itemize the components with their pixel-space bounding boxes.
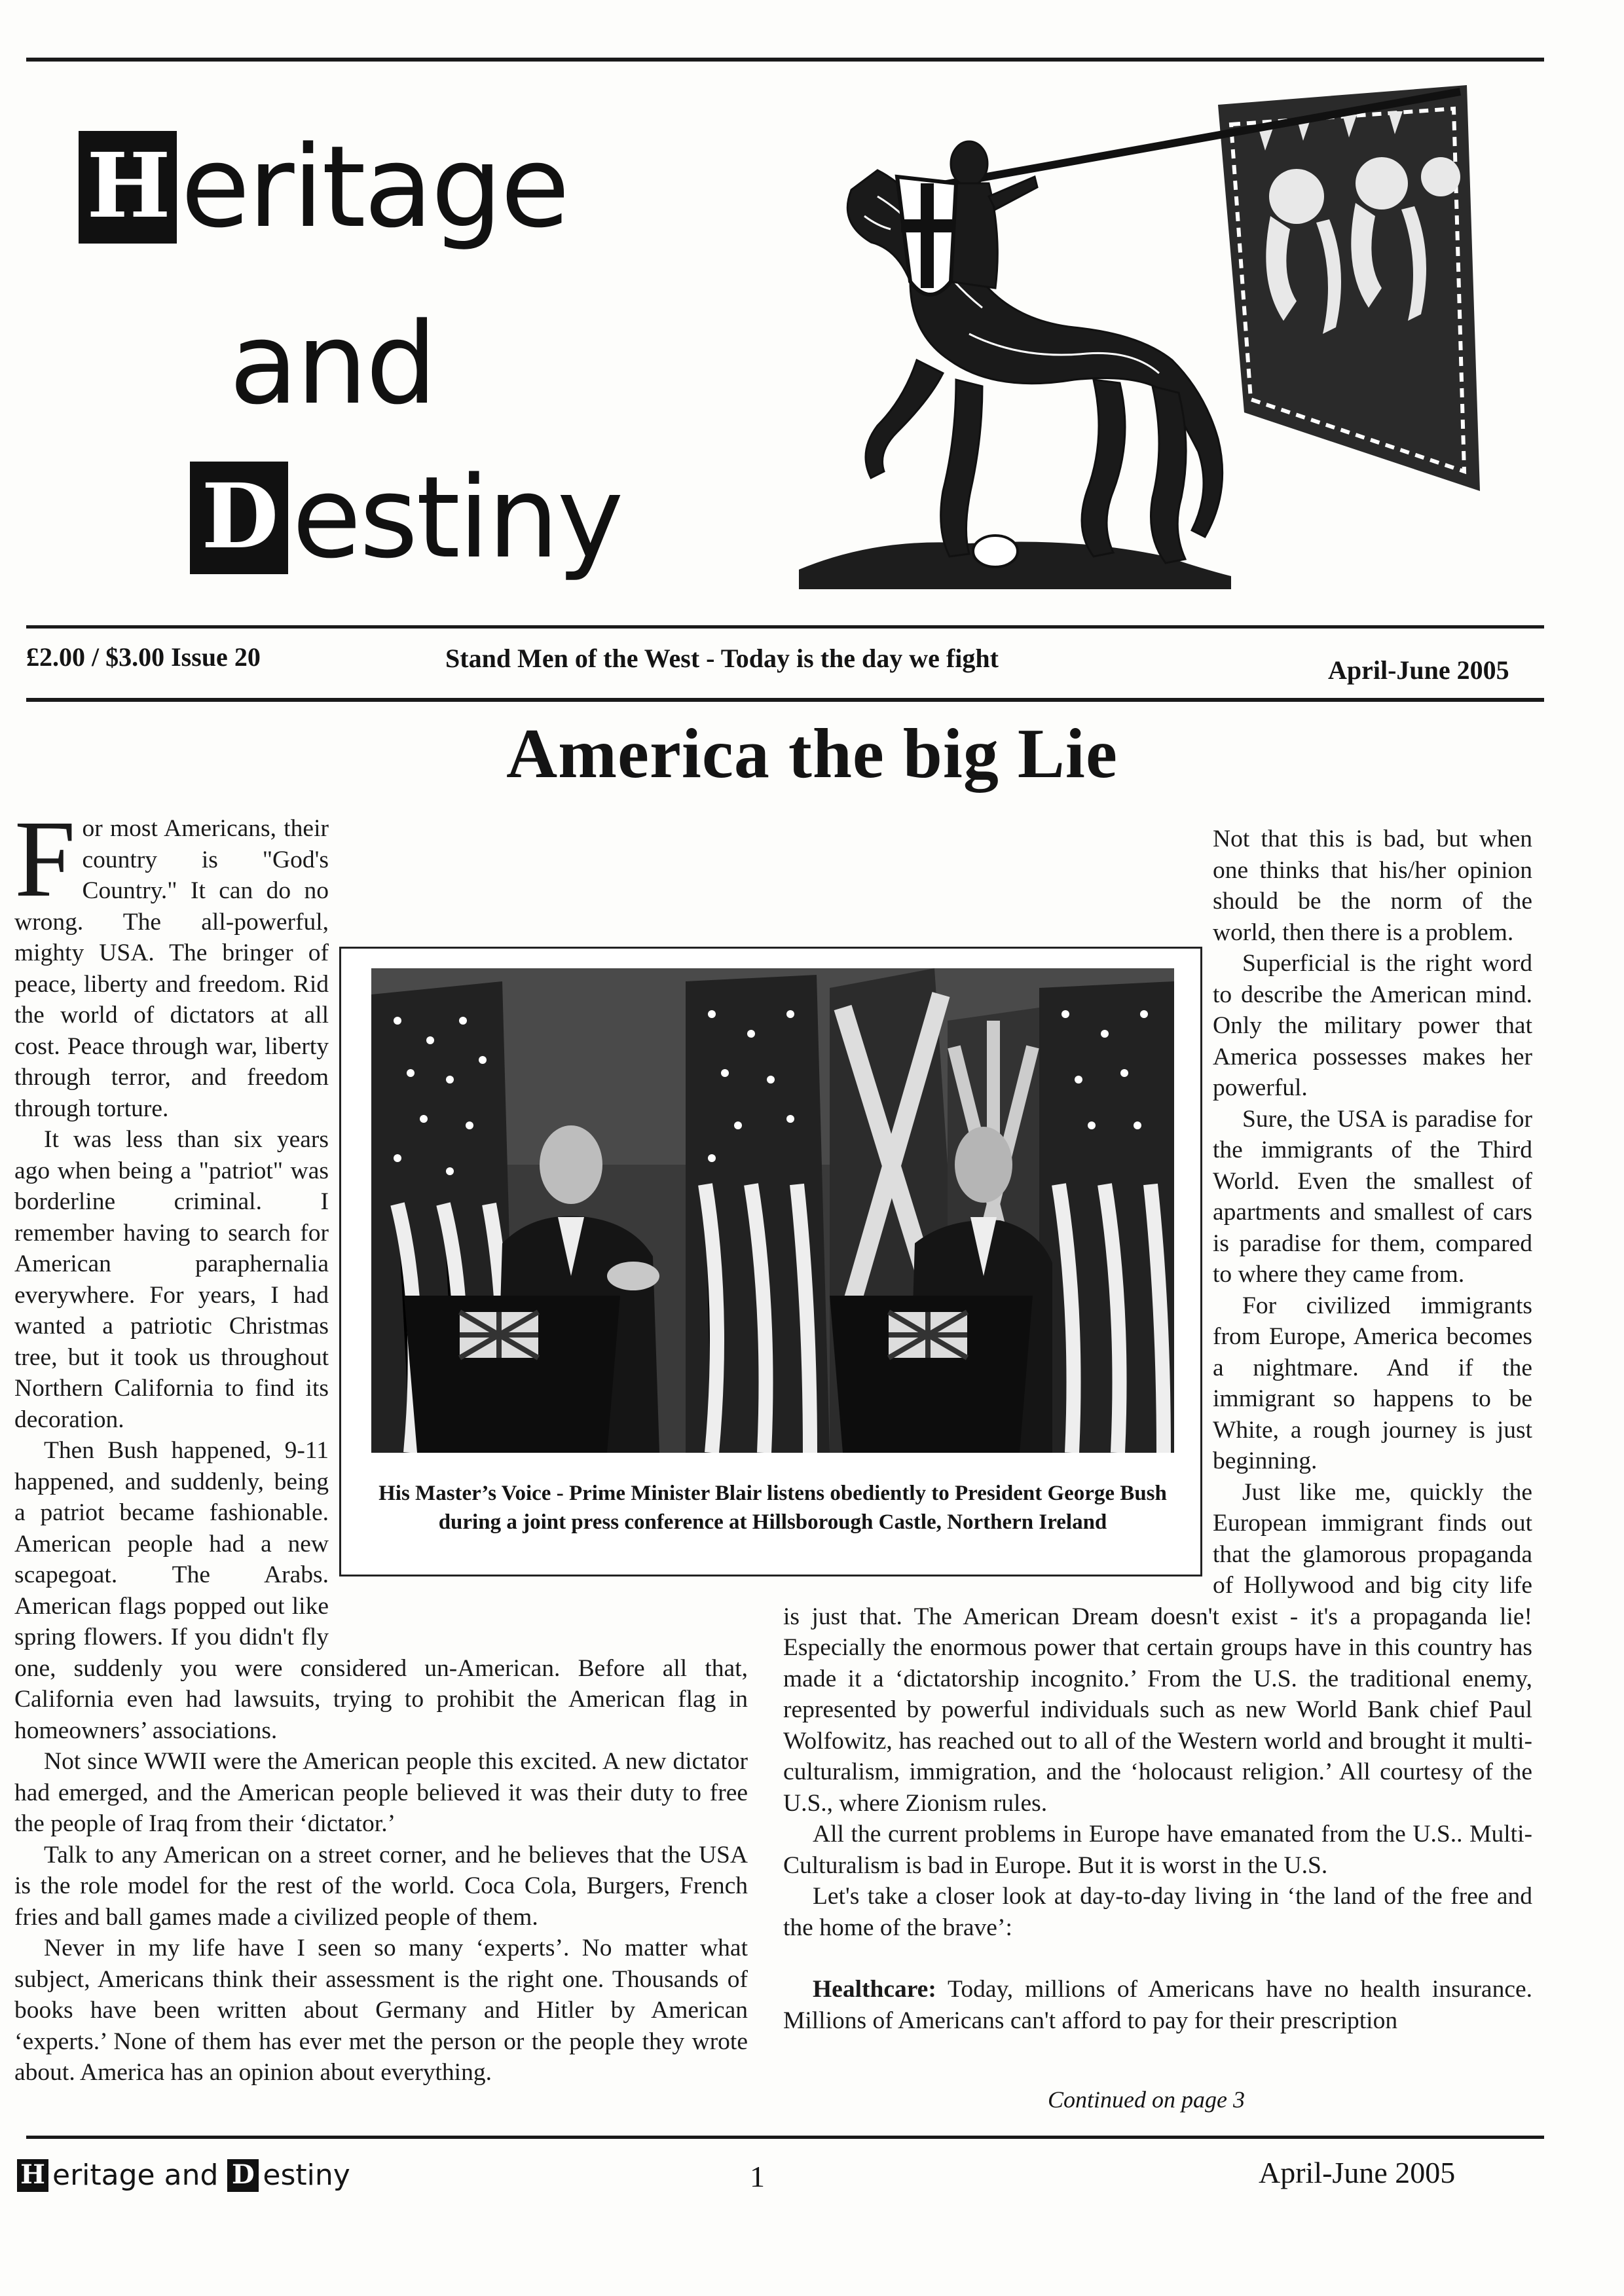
footer-brand: H eritage and D estiny bbox=[17, 2159, 350, 2192]
masthead-heritage bbox=[79, 121, 568, 253]
paragraph: Talk to any American on a street corner, and he believes that the USA is the role model for the rest of the world. Coca Cola, Burgers, French fries and ball games made a civilized people of them. bbox=[14, 1841, 748, 1931]
paragraph: Just like me, quickly the European immigrant finds out that the glamorous propaganda of Hollywood and big city life is just that. The American Dream doesn't exist - it's a propaganda lie! Especially the enormous power that certain groups have in this country has made it a ‘dictatorship incognito.’ From the U.S. the traditional enemy, represented by powerful individuals such as new World Bank chief Paul Wolfowitz, has reached out to all of the Western world and brought it multi-culturalism, immigration, and the ‘holocaust religion.’ All courtesy of the U.S., where Zionism rules. bbox=[783, 1478, 1532, 1817]
paragraph: Not that this is bad, but when one thinks that his/her opinion should be the norm of the world, then there is a problem. bbox=[1213, 826, 1532, 946]
masthead-destiny-word: estiny bbox=[292, 452, 622, 583]
footer-initial-d: D bbox=[227, 2159, 259, 2192]
footer-rule bbox=[26, 2136, 1544, 2139]
knight-banner-illustration bbox=[799, 85, 1526, 589]
paragraph: For civilized immigrants from Europe, America becomes a nightmare. And if the immigrant so happens to be White, a rough journey is just beginning. bbox=[1213, 1292, 1532, 1474]
paragraph: Never in my life have I seen so many ‘experts’. No matter what subject, Americans think their assessment is the right one. Thousands of books have been written about Germany and Hitler by American ‘experts.’ None of them has ever met the person or the people they wrote about. America has an opinion about everything. bbox=[14, 1935, 748, 2086]
paragraph: Then Bush happened, 9-11 happened, and suddenly, being a patriot became fashionable. American people had a new scapegoat. The Arabs. American flags popped out like spring flowers. If you didn't fly one, suddenly you were considered un-American. Before all that, California even had lawsuits, trying to prohibit the American flag in homeowners’ associations. bbox=[14, 1437, 748, 1744]
paragraph: Let's take a closer look at day-to-day living in ‘the land of the free and the home of the brave’: bbox=[783, 1883, 1532, 1941]
paragraph: Not since WWII were the American people this excited. A new dictator had emerged, and the American people believed it was their duty to free the people of Iraq from their ‘dictator.’ bbox=[14, 1748, 748, 1837]
article-headline: America the big Lie bbox=[506, 715, 1118, 793]
issue-date: April-June 2005 bbox=[1328, 655, 1509, 685]
photo-caption: His Master’s Voice - Prime Minister Blair listens obediently to President George Bush during a joint press conference at Hillsborough Castle, Northern Ireland bbox=[378, 1482, 1167, 1534]
photo-frame bbox=[339, 947, 1202, 1576]
press-conference-photo bbox=[371, 968, 1174, 1453]
masthead-initial-d: D bbox=[190, 462, 288, 574]
paragraph: Superficial is the right word to describe the American mind. Only the military power that America possesses makes her powerful. bbox=[1213, 950, 1532, 1101]
slogan: Stand Men of the West - Today is the day we fight bbox=[445, 644, 999, 673]
page-number: 1 bbox=[750, 2160, 765, 2193]
paragraph-healthcare: Healthcare: Today, millions of Americans have no health insurance. Millions of Americans can't afford to pay for their prescription bbox=[783, 1976, 1532, 2034]
paragraph: For most Americans, their country is "God's Country." It can do no wrong. The all-powerful, mighty USA. The bringer of peace, liberty and freedom. Rid the world of dictators at all cost. Peace through war, liberty through terror, and freedom through torture. bbox=[14, 798, 329, 1122]
masthead-initial-h: H bbox=[79, 131, 177, 244]
footer-initial-h: H bbox=[17, 2159, 48, 2192]
masthead-and-word: and bbox=[229, 298, 435, 429]
paragraph: It was less than six years ago when being a "patriot" was borderline criminal. I remember having to search for American paraphernalia everywhere. For years, I had wanted a patriotic Christmas tree, but it took us throughout Northern California to find its decoration. bbox=[14, 1126, 329, 1433]
price-issue: £2.00 / $3.00 Issue 20 bbox=[26, 642, 261, 672]
lion-banner bbox=[1218, 85, 1480, 491]
masthead-and bbox=[229, 298, 435, 429]
info-bar-bottom-rule bbox=[26, 698, 1544, 702]
drop-cap: F bbox=[14, 798, 76, 920]
top-rule bbox=[26, 58, 1544, 62]
footer-date: April-June 2005 bbox=[1259, 2156, 1456, 2189]
continued-note: Continued on page 3 bbox=[1048, 2086, 1245, 2113]
masthead-heritage-word: eritage bbox=[181, 121, 568, 253]
paragraph: All the current problems in Europe have emanated from the U.S.. Multi-Culturalism is bad in Europe. But it is worst in the U.S. bbox=[783, 1821, 1532, 1879]
paragraph: Sure, the USA is paradise for the immigrants of the Third World. Even the smallest of apartments and smallest of cars is paradise for them, compared to where they came from. bbox=[1213, 1105, 1532, 1288]
info-bar-top-rule bbox=[26, 625, 1544, 629]
cross-shield bbox=[897, 177, 956, 295]
masthead-destiny bbox=[190, 452, 622, 583]
